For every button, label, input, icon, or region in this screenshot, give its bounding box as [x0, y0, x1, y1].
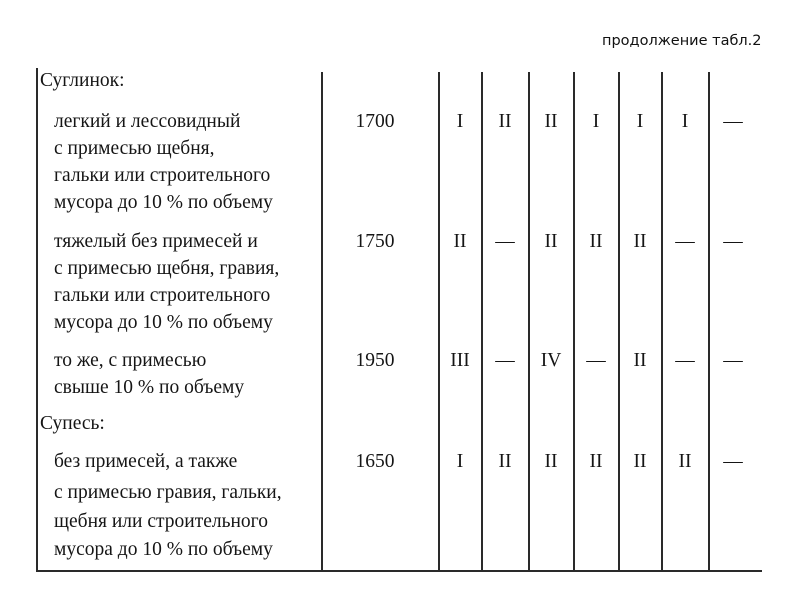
class-cell: — [495, 350, 515, 371]
column-divider [618, 72, 620, 570]
row-description-line: с примесью щебня, [54, 138, 215, 159]
row-description-line: то же, с примесью [54, 350, 207, 371]
class-cell: — [723, 350, 743, 371]
column-divider [481, 72, 483, 570]
class-cell: II [589, 231, 603, 252]
class-cell: I [636, 111, 644, 132]
column-divider [708, 72, 710, 570]
group-heading-sandy-loam: Супесь: [40, 413, 105, 434]
class-cell: I [456, 451, 464, 472]
row-description-line: с примесью гравия, гальки, [54, 482, 282, 503]
table-continuation-caption: продолжение табл.2 [602, 33, 762, 49]
column-divider [528, 72, 530, 570]
class-cell: — [723, 111, 743, 132]
row-description-line: гальки или строительного [54, 165, 271, 186]
table-bottom-border [36, 570, 762, 572]
class-cell: III [450, 350, 470, 371]
class-cell: — [675, 350, 695, 371]
row-description-line: с примесью щебня, гравия, [54, 258, 280, 279]
table-left-border [36, 68, 38, 572]
group-heading-loam: Суглинок: [40, 70, 125, 91]
class-cell: — [495, 231, 515, 252]
class-cell: I [681, 111, 689, 132]
column-divider [573, 72, 575, 570]
class-cell: II [544, 451, 558, 472]
class-cell: I [592, 111, 600, 132]
density-value: 1750 [355, 231, 395, 252]
class-cell: II [544, 231, 558, 252]
class-cell: — [723, 231, 743, 252]
column-divider [661, 72, 663, 570]
density-value: 1650 [355, 451, 395, 472]
row-description-line: щебня или строительного [54, 511, 268, 532]
class-cell: II [633, 350, 647, 371]
row-description-line: легкий и лессовидный [54, 111, 241, 132]
row-description-line: без примесей, а также [54, 451, 238, 472]
class-cell: II [633, 231, 647, 252]
class-cell: IV [540, 350, 562, 371]
class-cell: II [498, 111, 512, 132]
class-cell: I [456, 111, 464, 132]
density-value: 1700 [355, 111, 395, 132]
class-cell: II [544, 111, 558, 132]
class-cell: II [498, 451, 512, 472]
column-divider [321, 72, 323, 570]
class-cell: II [589, 451, 603, 472]
row-description-line: свыше 10 % по объему [54, 377, 245, 398]
class-cell: — [675, 231, 695, 252]
column-divider [438, 72, 440, 570]
class-cell: — [586, 350, 606, 371]
density-value: 1950 [355, 350, 395, 371]
row-description-line: мусора до 10 % по объему [54, 192, 273, 213]
row-description-line: гальки или строительного [54, 285, 271, 306]
class-cell: — [723, 451, 743, 472]
class-cell: II [678, 451, 692, 472]
class-cell: II [633, 451, 647, 472]
row-description-line: тяжелый без примесей и [54, 231, 258, 252]
row-description-line: мусора до 10 % по объему [54, 539, 273, 560]
class-cell: II [453, 231, 467, 252]
row-description-line: мусора до 10 % по объему [54, 312, 273, 333]
